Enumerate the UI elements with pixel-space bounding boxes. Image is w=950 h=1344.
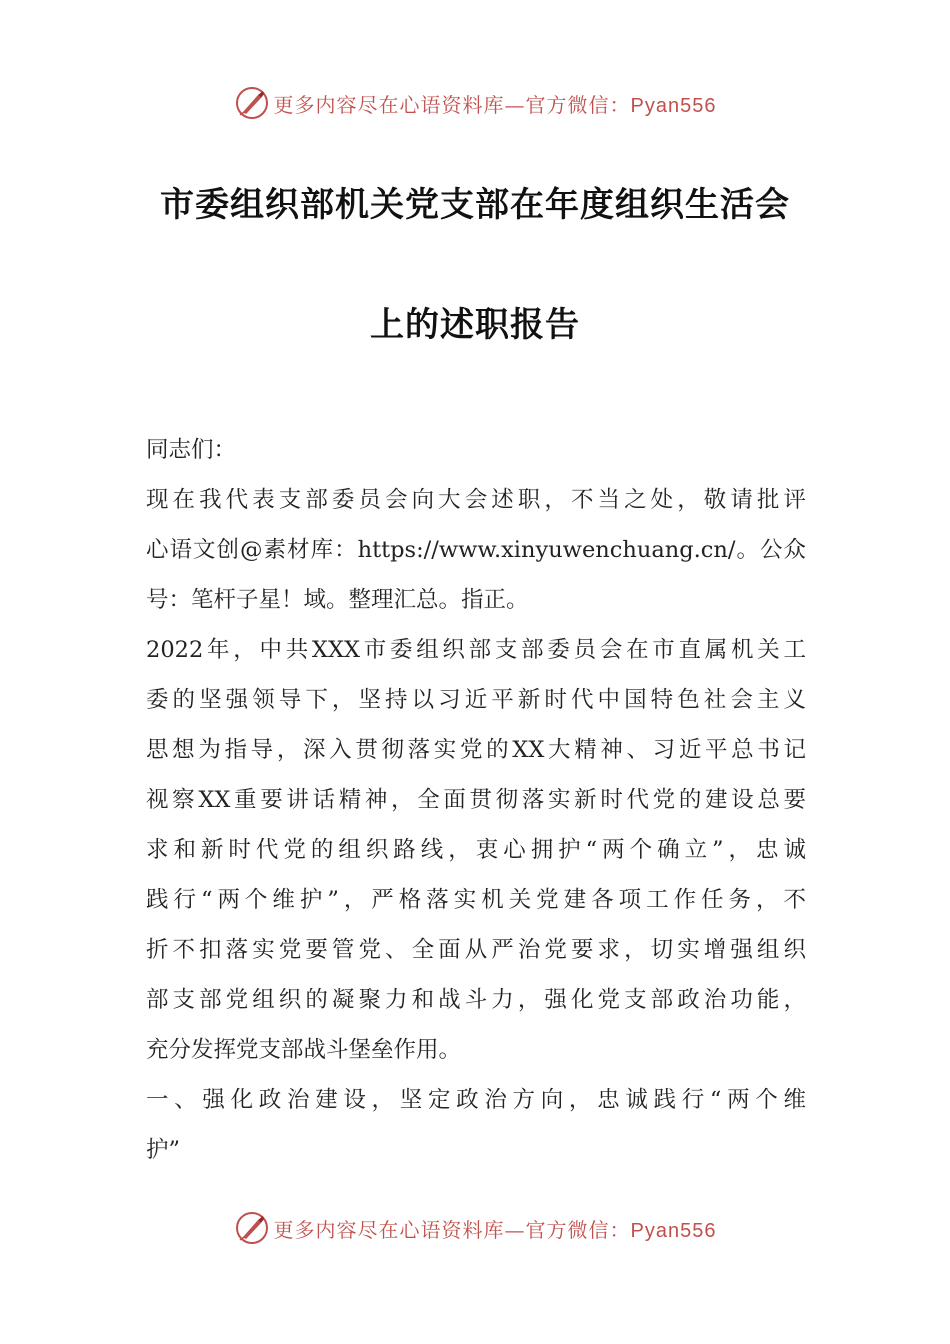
body-line: 2022年，中共XXX市委组织部支部委员会在市直属机关工 — [146, 637, 806, 663]
quill-pen-icon — [234, 85, 270, 121]
header-watermark — [0, 83, 950, 123]
body-line: 折不扣落实党要管党、全面从严治党要求，切实增强组织 — [146, 937, 806, 963]
body-line: 求和新时代党的组织路线，衷心拥护“两个确立”，忠诚 — [146, 837, 806, 863]
quill-pen-icon — [234, 1210, 270, 1246]
body-line: 思想为指导，深入贯彻落实党的XX大精神、习近平总书记 — [146, 737, 806, 763]
body-line: 心语文创@素材库：https://www.xinyuwenchuang.cn/。公众 — [146, 537, 806, 563]
body-line: 部支部党组织的凝聚力和战斗力，强化党支部政治功能， — [146, 987, 806, 1013]
body-line: 委的坚强领导下，坚持以习近平新时代中国特色社会主义 — [146, 687, 806, 713]
body-line: 号：笔杆子星！域。整理汇总。指正。 — [146, 587, 529, 613]
section-heading-continued: 护” — [146, 1137, 181, 1163]
section-heading: 一、强化政治建设，坚定政治方向，忠诚践行“两个维 — [146, 1087, 806, 1113]
footer-watermark — [0, 1208, 950, 1248]
body-line: 充分发挥党支部战斗堡垒作用。 — [146, 1037, 462, 1063]
document-body — [146, 425, 806, 1175]
document-title-line-2: 上的述职报告 — [370, 305, 580, 345]
watermark-text: 更多内容尽在心语资料库—官方微信：Pyan556 — [273, 92, 717, 117]
body-line: 践行“两个维护”，严格落实机关党建各项工作任务，不 — [146, 887, 806, 913]
watermark-text: 更多内容尽在心语资料库—官方微信：Pyan556 — [273, 1217, 717, 1242]
body-line: 同志们： — [146, 437, 237, 463]
body-line: 现在我代表支部委员会向大会述职，不当之处，敬请批评 — [146, 487, 806, 513]
body-line: 视察XX重要讲话精神，全面贯彻落实新时代党的建设总要 — [146, 787, 806, 813]
document-title-line-1: 市委组织部机关党支部在年度组织生活会 — [160, 185, 790, 225]
